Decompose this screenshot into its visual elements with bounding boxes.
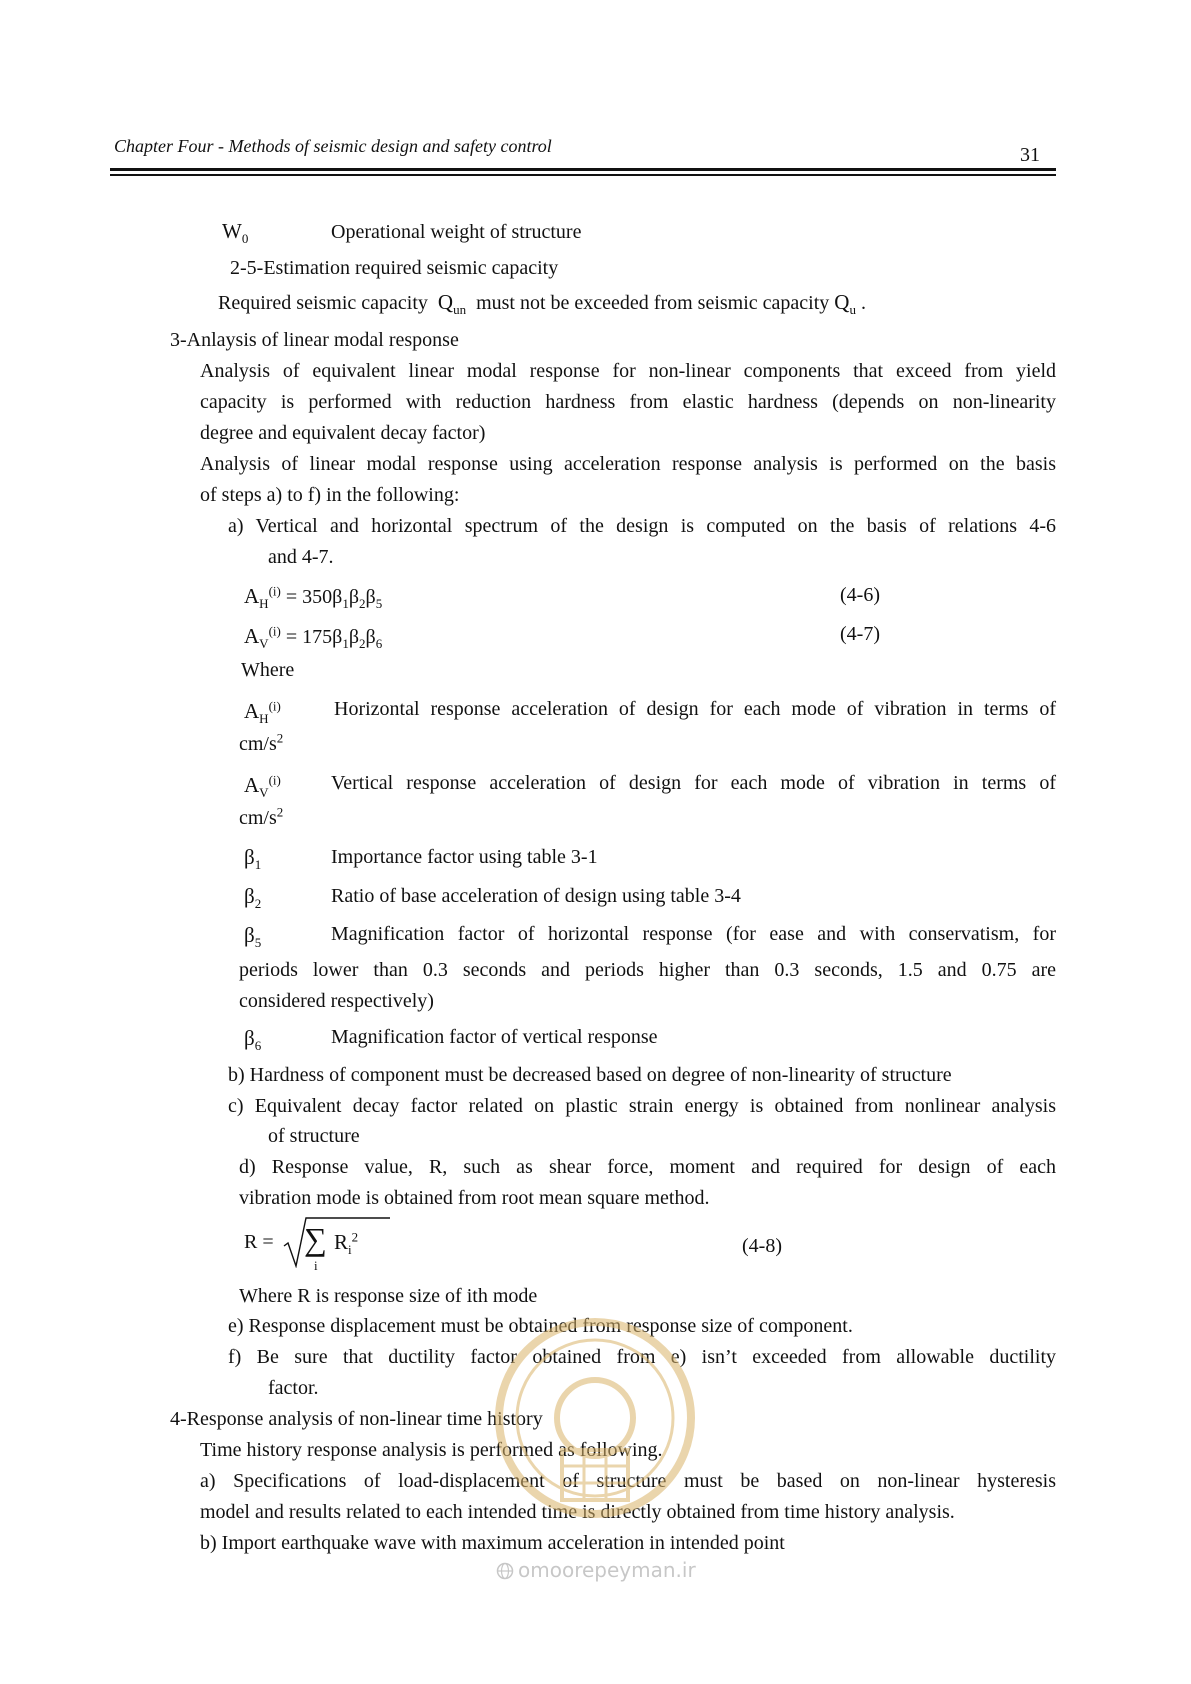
av-unit: $cm/s^2$ — [239, 804, 284, 829]
beta1-definition: Importance factor using table 3-1 — [331, 846, 598, 868]
watermark-url: omoorepeyman.ir — [518, 1558, 696, 1582]
para2-line1: Analysis of linear modal response using acceleration response analysis is performed on the basis — [200, 453, 1056, 475]
para1-line1: Analysis of equivalent linear modal response for non-linear components that exceed from yield — [200, 360, 1056, 382]
equation-4-8-number: (4-8) — [742, 1235, 782, 1257]
beta2-symbol: $\beta_2$ — [244, 884, 262, 911]
globe-icon — [496, 1562, 514, 1580]
page-number: 31 — [1020, 144, 1040, 166]
equation-4-8-term: $R_i^2$ — [334, 1229, 359, 1257]
equation-4-8-lhs: R = — [244, 1231, 274, 1253]
beta6-symbol: $\beta_6$ — [244, 1026, 262, 1053]
item-a-line1: a) Vertical and horizontal spectrum of the design is computed on the basis of relations 4-6 — [228, 515, 1056, 537]
item-e: e) Response displacement must be obtained from response size of component. — [228, 1315, 853, 1337]
ah-unit: $cm/s^2$ — [239, 730, 284, 755]
item-d-line1: d) Response value, R, such as shear force, moment and required for design of each — [239, 1156, 1056, 1178]
summation-sign: ∑ — [304, 1221, 327, 1257]
item-c-line2: of structure — [268, 1125, 360, 1147]
para2-line2: of steps a) to f) in the following: — [200, 484, 460, 506]
item-d-line2: vibration mode is obtained from root mean square method. — [239, 1187, 710, 1209]
header-rule-bottom — [110, 174, 1056, 176]
para1-line2: capacity is performed with reduction hardness from elastic hardness (depends on non-linearity — [200, 391, 1056, 413]
where-label: Where — [241, 659, 295, 681]
section-2-5-text: Required seismic capacity $Q_{un}$ must not be exceeded from seismic capacity $Q_u$ . — [218, 290, 866, 317]
beta6-definition: Magnification factor of vertical response — [331, 1026, 658, 1048]
beta5-definition: Magnification factor of horizontal response (for ease and with conservatism, for — [331, 923, 1056, 945]
av-definition: Vertical response acceleration of design for each mode of vibration in terms of — [331, 772, 1056, 794]
section-4-item-a-line1: a) Specifications of load-displacement of structure must be based on non-linear hysteresis — [200, 1470, 1056, 1492]
equation-4-7-number: (4-7) — [840, 623, 880, 645]
item-a-line2: and 4-7. — [268, 546, 334, 568]
item-f-line1: f) Be sure that ductility factor obtained from e) isn’t exceeded from allowable ductility — [228, 1346, 1056, 1368]
section-3-title: 3-Anlaysis of linear modal response — [170, 329, 459, 351]
section-4-item-a-line2: model and results related to each intended time is directly obtained from time history analysis. — [200, 1501, 955, 1523]
running-header: Chapter Four - Methods of seismic design and safety control — [114, 136, 552, 156]
section-2-5-title: 2-5-Estimation required seismic capacity — [230, 257, 559, 279]
equation-4-6: $A_H^{(i)} = 350\beta_1\beta_2\beta_5$ — [244, 583, 383, 611]
section-4-intro: Time history response analysis is performed as following. — [200, 1439, 663, 1461]
section-4-title: 4-Response analysis of non-linear time history — [170, 1408, 543, 1430]
beta1-symbol: $\beta_1$ — [244, 845, 262, 872]
section-4-item-b: b) Import earthquake wave with maximum acceleration in intended point — [200, 1532, 785, 1554]
ah-symbol: $A_H^{(i)}$ — [244, 698, 281, 726]
beta5-definition-line2: periods lower than 0.3 seconds and periods higher than 0.3 seconds, 1.5 and 0.75 are — [239, 959, 1056, 981]
item-b: b) Hardness of component must be decreased based on degree of non-linearity of structure — [228, 1064, 952, 1086]
av-symbol: $A_V^{(i)}$ — [244, 772, 281, 800]
item-f-line2: factor. — [268, 1377, 319, 1399]
item-c-line1: c) Equivalent decay factor related on plastic strain energy is obtained from nonlinear analysis — [228, 1095, 1056, 1117]
header-rule-top — [110, 168, 1056, 171]
equation-4-6-number: (4-6) — [840, 584, 880, 606]
where-r-text: Where R is response size of ith mode — [239, 1285, 538, 1307]
beta2-definition: Ratio of base acceleration of design using table 3-4 — [331, 885, 741, 907]
w0-definition: Operational weight of structure — [331, 221, 582, 243]
ah-definition: Horizontal response acceleration of design for each mode of vibration in terms of — [334, 698, 1056, 720]
beta5-definition-line3: considered respectively) — [239, 990, 434, 1012]
summation-index: i — [314, 1258, 318, 1273]
beta5-symbol: $\beta_5$ — [244, 923, 262, 950]
para1-line3: degree and equivalent decay factor) — [200, 422, 486, 444]
w0-symbol: $W_0$ — [222, 219, 249, 246]
equation-4-8 — [244, 1216, 384, 1276]
equation-4-7: $A_V^{(i)} = 175\beta_1\beta_2\beta_6$ — [244, 623, 383, 651]
